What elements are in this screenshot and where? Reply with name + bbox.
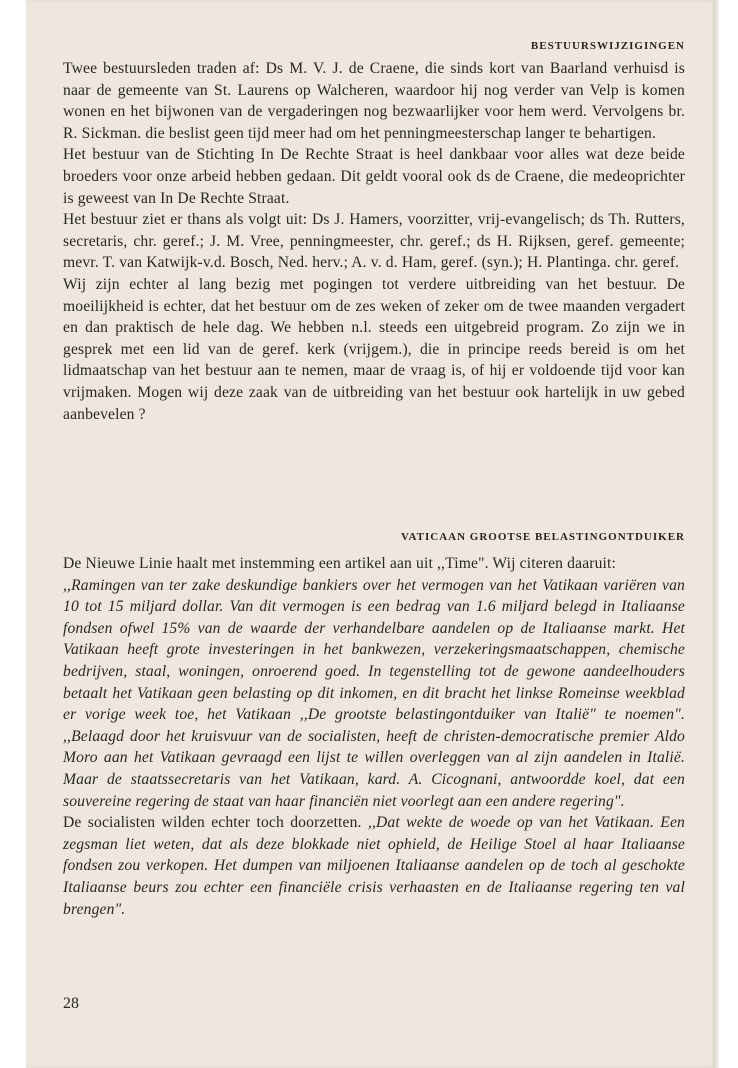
section-heading-vaticaan: VATICAAN GROOTSE BELASTINGONTDUIKER bbox=[401, 531, 685, 543]
closing-paragraph bbox=[63, 812, 685, 920]
section-body-bestuurswijzigingen bbox=[63, 58, 685, 425]
section-body-vaticaan bbox=[63, 553, 685, 920]
paragraph: Het bestuur van de Stichting In De Rechte Straat is heel dankbaar voor alles wat deze beide broeders voor onze arbeid hebben gedaan. Dit geldt vooral ook ds de Craene, die medeoprichter is geweest van In De Rechte Straat. bbox=[63, 146, 685, 207]
quote-paragraph: ,,Ramingen van ter zake deskundige bankiers over het vermogen van het Vatikaan variëren van 10 tot 15 miljard dollar. Van dit vermogen is een bedrag van 1.6 miljard belegd in Italiaanse fondsen ofwel 15% van de waarde der verhandelbare aandelen op de Italiaanse markt. Het Vatikaan heeft grote investeringen in het bankwezen, verzekeringsmaatschappen, chemische bedrijven, staal, woningen, onroerend goed. In tegenstelling tot de gewone aandeelhouders betaalt het Vatikaan geen belasting op dit inkomen, en dit bracht het linkse Romeinse weekblad er vorige week toe, het Vatikaan ,,De grootste belastingontduiker van Italië" te noemen". ,,Belaagd door het kruisvuur van de socialisten, heeft de christen-democratische premier Aldo Moro aan het Vatikaan gevraagd een lijst te willen overleggen van al zijn aandelen in Italië. Maar de staatssecretaris van het Vatikaan, kard. A. Cicognani, antwoordde koel, dat een souvereine regering de staat van haar financiën niet voorlegt aan een andere regering". bbox=[63, 576, 685, 810]
intro-paragraph: De Nieuwe Linie haalt met instemming een artikel aan uit ,,Time". Wij citeren daaruit: bbox=[63, 555, 616, 572]
paragraph: Twee bestuursleden traden af: Ds M. V. J. de Craene, die sinds kort van Baarland verhuisd is naar de gemeente van St. Laurens op Walcheren, waardoor hij nog verder van Velp is komen wonen en het bijwonen van de vergaderingen nog bezwaarlijker voor hem werd. Vervolgens br. R. Sickman. die beslist geen tijd meer had om het penningmeesterschap langer te behartigen. bbox=[63, 60, 685, 142]
page-edge bbox=[713, 0, 719, 1068]
paragraph: Het bestuur ziet er thans als volgt uit: Ds J. Hamers, voorzitter, vrij-evangelisch; ds Th. Rutters, secretaris, chr. geref.; J. M. Vree, penningmeester, chr. geref.; ds H. Rijksen, geref. gemeente; mevr. T. van Katwijk-v.d. Bosch, Ned. herv.; A. v. d. Ham, geref. (syn.); H. Plantinga. chr. geref. bbox=[63, 211, 685, 272]
page-number: 28 bbox=[63, 995, 79, 1012]
closing-italic-quote: ,,Dat wekte de woede op van het Vatikaan. Een zegsman liet weten, dat als deze blokkade niet ophield, de Heilige Stoel al haar Italiaanse fondsen zou verkopen. Het dumpen van miljoenen Italiaanse aandelen op de toch al geschokte Italiaanse beurs zou echter een financiële crisis verhaasten en de Italiaanse regering ten val brengen". bbox=[63, 814, 685, 918]
closing-plain-text: De socialisten wilden echter toch doorzetten. bbox=[63, 814, 368, 832]
paragraph: Wij zijn echter al lang bezig met pogingen tot verdere uitbreiding van het bestuur. De moeilijkheid is echter, dat het bestuur om de zes weken of zeker om de twee maanden vergadert en dan praktisch de hele dag. We hebben n.l. steeds een uitgebreid program. Zo zijn we in gesprek met een lid van de geref. kerk (vrijgem.), die in principe reeds bereid is om het lidmaatschap van het bestuur aan te nemen, maar de vraag is, of hij er voldoende tijd voor kan vrijmaken. Mogen wij deze zaak van de uitbreiding van het bestuur ook hartelijk in uw gebed aanbevelen ? bbox=[63, 275, 685, 423]
section-heading-bestuurswijzigingen: BESTUURSWIJZIGINGEN bbox=[530, 40, 685, 52]
text-column bbox=[63, 0, 685, 1068]
